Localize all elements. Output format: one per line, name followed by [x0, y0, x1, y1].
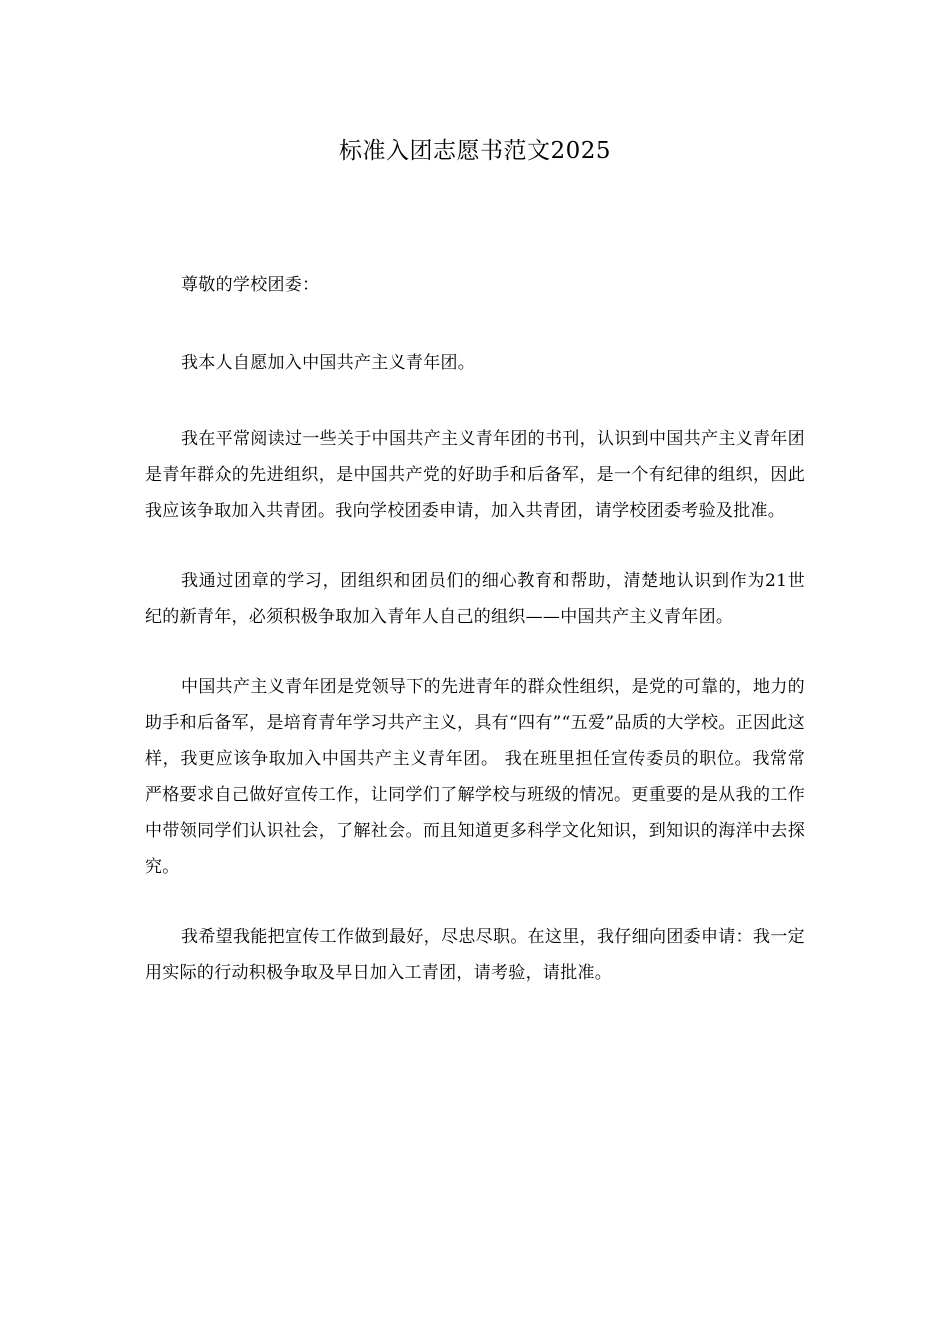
- paragraph-5: 我希望我能把宣传工作做到最好，尽忠尽职。在这里，我仔细向团委申请：我一定用实际的行动积极争取及早日加入工青团，请考验，请批准。: [145, 927, 805, 983]
- document-body: [145, 267, 805, 1025]
- paragraph-2: 我在平常阅读过一些关于中国共产主义青年团的书刊，认识到中国共产主义青年团是青年群众的先进组织，是中国共产党的好助手和后备军，是一个有纪律的组织，因此我应该争取加入共青团。我向学校团委申请，加入共青团，请学校团委考验及批准。: [145, 429, 805, 521]
- paragraph-3: 我通过团章的学习，团组织和团员们的细心教育和帮助，清楚地认识到作为21世纪的新青年，必须积极争取加入青年人自己的组织——中国共产主义青年团。: [145, 571, 805, 627]
- paragraph-1: 我本人自愿加入中国共产主义青年团。: [181, 353, 476, 373]
- salutation: 尊敬的学校团委：: [181, 275, 320, 295]
- document-title: 标准入团志愿书范文2025: [338, 138, 612, 164]
- paragraph-4: 中国共产主义青年团是党领导下的先进青年的群众性组织，是党的可靠的，地力的助手和后备军，是培育青年学习共产主义，具有“四有”“五爱”品质的大学校。正因此这样，我更应该争取加入中国共产主义青年团。 我在班里担任宣传委员的职位。我常常严格要求自己做好宣传工作，让同学们了解学校与班级的情况。更重要的是从我的工作中带领同学们认识社会，了解社会。而且知道更多科学文化知识，到知识的海洋中去探究。: [145, 677, 805, 877]
